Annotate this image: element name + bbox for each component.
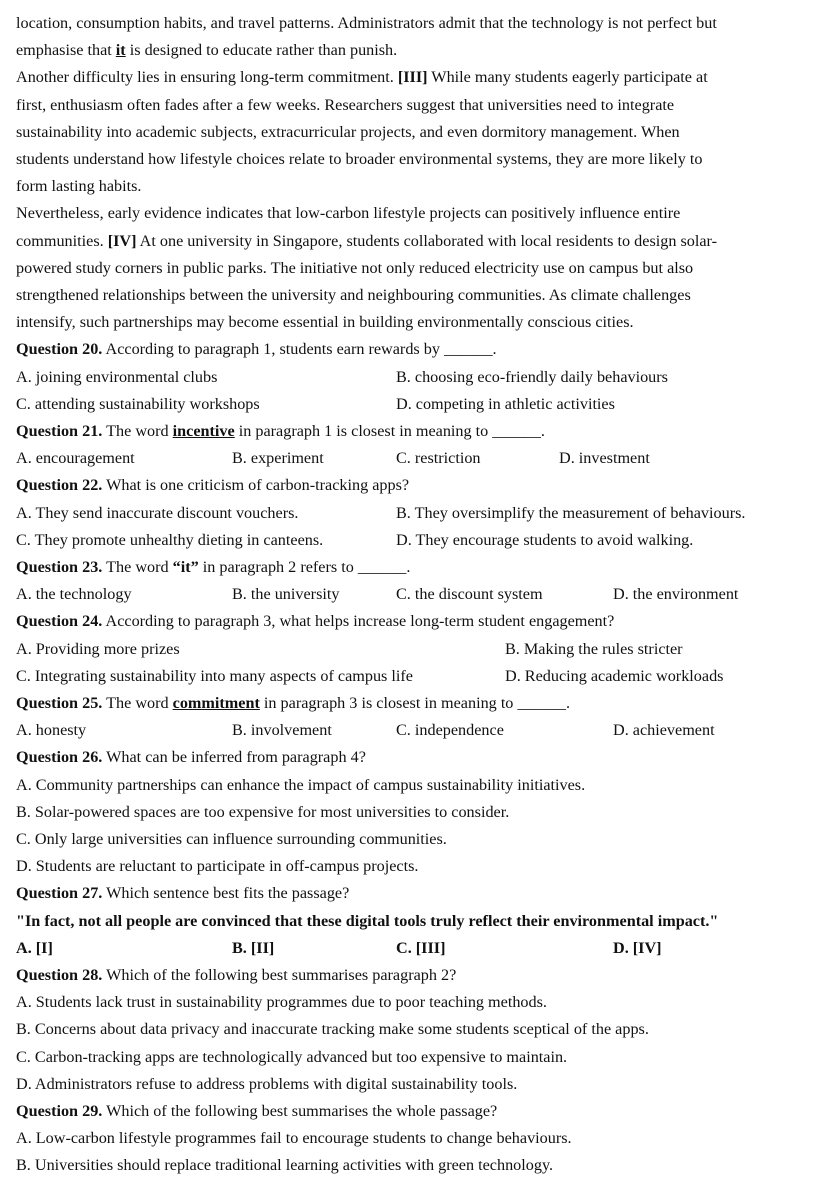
passage-line: Nevertheless, early evidence indicates that low-carbon lifestyle projects can positively influence entire xyxy=(16,204,681,223)
answer-option[interactable]: C. Only large universities can influence surrounding communities. xyxy=(16,829,447,848)
answer-option[interactable]: A. honesty xyxy=(16,721,87,740)
text-segment: communities. xyxy=(16,231,108,250)
answer-option-row xyxy=(16,445,802,472)
answer-option[interactable]: B. experiment xyxy=(232,449,324,468)
question-text: The word xyxy=(102,557,173,576)
question-stem xyxy=(16,880,802,907)
answer-option[interactable]: D. the environment xyxy=(613,585,739,604)
answer-option[interactable]: B. They oversimplify the measurement of behaviours. xyxy=(396,503,746,522)
passage-paragraph xyxy=(16,200,802,336)
question-text: What is one criticism of carbon-tracking apps? xyxy=(102,476,410,495)
passage-line: sustainability into academic subjects, extracurricular projects, and even dormitory management. When xyxy=(16,122,680,141)
answer-option[interactable]: D. investment xyxy=(559,449,650,468)
reading-passage xyxy=(16,10,802,336)
text-segment: While many students eagerly participate at xyxy=(427,68,708,87)
question-stem xyxy=(16,472,802,499)
question-block xyxy=(16,418,802,472)
question-number: Question 22. xyxy=(16,476,103,495)
passage-line xyxy=(16,64,802,91)
answer-option[interactable]: B. choosing eco-friendly daily behaviours xyxy=(396,367,668,386)
quoted-sentence: "In fact, not all people are convinced that these digital tools truly reflect their environmental impact." xyxy=(16,911,719,930)
answer-option[interactable]: D. Students are reluctant to participate in off-campus projects. xyxy=(16,857,419,876)
answer-option[interactable]: B. involvement xyxy=(232,721,332,740)
question-text: The word xyxy=(102,693,173,712)
question-stem xyxy=(16,744,802,771)
answer-option[interactable]: A. [I] xyxy=(16,938,53,957)
question-text: The word xyxy=(102,422,173,441)
question-stem xyxy=(16,418,802,445)
answer-option[interactable]: A. joining environmental clubs xyxy=(16,367,218,386)
underlined-reference-word: it xyxy=(115,41,126,60)
answer-option[interactable]: A. the technology xyxy=(16,585,132,604)
question-block xyxy=(16,554,802,608)
question-stem xyxy=(16,690,802,717)
question-block xyxy=(16,962,802,1098)
answer-option-row xyxy=(16,935,802,962)
answer-option-row xyxy=(16,663,802,690)
passage-line: form lasting habits. xyxy=(16,177,142,196)
answer-option[interactable]: A. Community partnerships can enhance the impact of campus sustainability initiatives. xyxy=(16,775,586,794)
question-text: Which sentence best fits the passage? xyxy=(102,884,350,903)
answer-option[interactable]: D. [IV] xyxy=(613,938,662,957)
answer-option[interactable]: D. achievement xyxy=(613,721,715,740)
answer-option[interactable]: D. competing in athletic activities xyxy=(396,394,615,413)
question-text: in paragraph 2 refers to ______. xyxy=(198,557,411,576)
question-block xyxy=(16,880,802,962)
passage-line: intensify, such partnerships may become essential in building environmentally conscious cities. xyxy=(16,313,634,332)
insertion-marker: [III] xyxy=(397,68,428,87)
passage-line: location, consumption habits, and travel patterns. Administrators admit that the technology is not perfect but xyxy=(16,14,717,32)
answer-option-row xyxy=(16,500,802,527)
question-stem xyxy=(16,554,802,581)
question-text: What can be inferred from paragraph 4? xyxy=(102,748,366,767)
question-number: Question 24. xyxy=(16,612,103,631)
question-stem xyxy=(16,336,802,363)
question-number: Question 23. xyxy=(16,557,103,576)
text-segment: Another difficulty lies in ensuring long-term commitment. xyxy=(16,68,398,87)
question-number: Question 29. xyxy=(16,1101,103,1120)
question-text: in paragraph 3 is closest in meaning to ______. xyxy=(259,693,571,712)
answer-option[interactable]: C. Carbon-tracking apps are technologically advanced but too expensive to maintain. xyxy=(16,1047,568,1066)
question-number: Question 21. xyxy=(16,422,103,441)
passage-paragraph xyxy=(16,64,802,200)
answer-option[interactable]: A. Students lack trust in sustainability programmes due to poor teaching methods. xyxy=(16,993,547,1012)
question-stem xyxy=(16,1098,802,1125)
passage-line: first, enthusiasm often fades after a few weeks. Researchers suggest that universities need to integrate xyxy=(16,95,675,114)
question-text: in paragraph 1 is closest in meaning to ______. xyxy=(234,422,545,441)
text-segment: At one university in Singapore, students collaborated with local residents to design solar- xyxy=(136,231,718,250)
question-block xyxy=(16,336,802,418)
answer-option[interactable]: A. Low-carbon lifestyle programmes fail to encourage students to change behaviours. xyxy=(16,1129,572,1148)
question-list xyxy=(16,336,802,1179)
passage-line: strengthened relationships between the university and neighbouring communities. As climate challenges xyxy=(16,286,691,305)
question-stem xyxy=(16,962,802,989)
question-block xyxy=(16,472,802,554)
answer-option[interactable]: C. attending sustainability workshops xyxy=(16,394,260,413)
answer-option[interactable]: D. Reducing academic workloads xyxy=(505,666,724,685)
question-keyword: “it” xyxy=(172,557,199,576)
answer-option[interactable]: C. They promote unhealthy dieting in canteens. xyxy=(16,530,324,549)
answer-option-row xyxy=(16,581,802,608)
passage-paragraph xyxy=(16,10,802,64)
question-number: Question 25. xyxy=(16,693,103,712)
text-segment: emphasise that xyxy=(16,41,116,60)
insertion-marker: [IV] xyxy=(107,231,137,250)
question-keyword: incentive xyxy=(172,422,235,441)
answer-option[interactable]: A. encouragement xyxy=(16,449,135,468)
answer-option[interactable]: D. Administrators refuse to address problems with digital sustainability tools. xyxy=(16,1074,518,1093)
question-text: According to paragraph 3, what helps increase long-term student engagement? xyxy=(102,612,615,631)
passage-line xyxy=(16,37,802,64)
question-keyword: commitment xyxy=(172,693,260,712)
text-segment: is designed to educate rather than punish. xyxy=(125,41,398,60)
question-text: According to paragraph 1, students earn rewards by ______. xyxy=(102,340,497,359)
answer-option[interactable]: B. Solar-powered spaces are too expensive for most universities to consider. xyxy=(16,802,510,821)
question-stem xyxy=(16,608,802,635)
question-block xyxy=(16,1098,802,1180)
answer-option[interactable]: B. the university xyxy=(232,585,340,604)
answer-option[interactable]: B. Making the rules stricter xyxy=(505,639,683,658)
answer-option-row xyxy=(16,636,802,663)
answer-option[interactable]: C. the discount system xyxy=(396,585,543,604)
answer-option[interactable]: A. They send inaccurate discount vouchers. xyxy=(16,503,299,522)
question-number: Question 20. xyxy=(16,340,103,359)
answer-option[interactable]: C. Integrating sustainability into many aspects of campus life xyxy=(16,666,413,685)
answer-option[interactable]: B. Concerns about data privacy and inaccurate tracking make some students sceptical of the apps. xyxy=(16,1020,649,1039)
question-block xyxy=(16,690,802,744)
answer-option-row xyxy=(16,717,802,744)
passage-line xyxy=(16,228,802,255)
answer-option[interactable]: C. restriction xyxy=(396,449,481,468)
answer-option[interactable]: B. Universities should replace traditional learning activities with green technology. xyxy=(16,1156,554,1175)
question-text: Which of the following best summarises the whole passage? xyxy=(102,1101,498,1120)
answer-option[interactable]: B. [II] xyxy=(232,938,275,957)
answer-option[interactable]: D. They encourage students to avoid walking. xyxy=(396,530,694,549)
passage-line: students understand how lifestyle choices relate to broader environmental systems, they are more likely to xyxy=(16,150,703,169)
answer-option-row xyxy=(16,527,802,554)
answer-option[interactable]: C. [III] xyxy=(396,938,446,957)
question-text: Which of the following best summarises paragraph 2? xyxy=(102,965,457,984)
answer-option-row xyxy=(16,391,802,418)
question-number: Question 27. xyxy=(16,884,103,903)
answer-option-row xyxy=(16,364,802,391)
question-number: Question 28. xyxy=(16,965,103,984)
passage-line: powered study corners in public parks. The initiative not only reduced electricity use on campus but also xyxy=(16,258,694,277)
question-block xyxy=(16,608,802,690)
question-number: Question 26. xyxy=(16,748,103,767)
answer-option[interactable]: C. independence xyxy=(396,721,504,740)
question-block xyxy=(16,744,802,880)
answer-option[interactable]: A. Providing more prizes xyxy=(16,639,180,658)
